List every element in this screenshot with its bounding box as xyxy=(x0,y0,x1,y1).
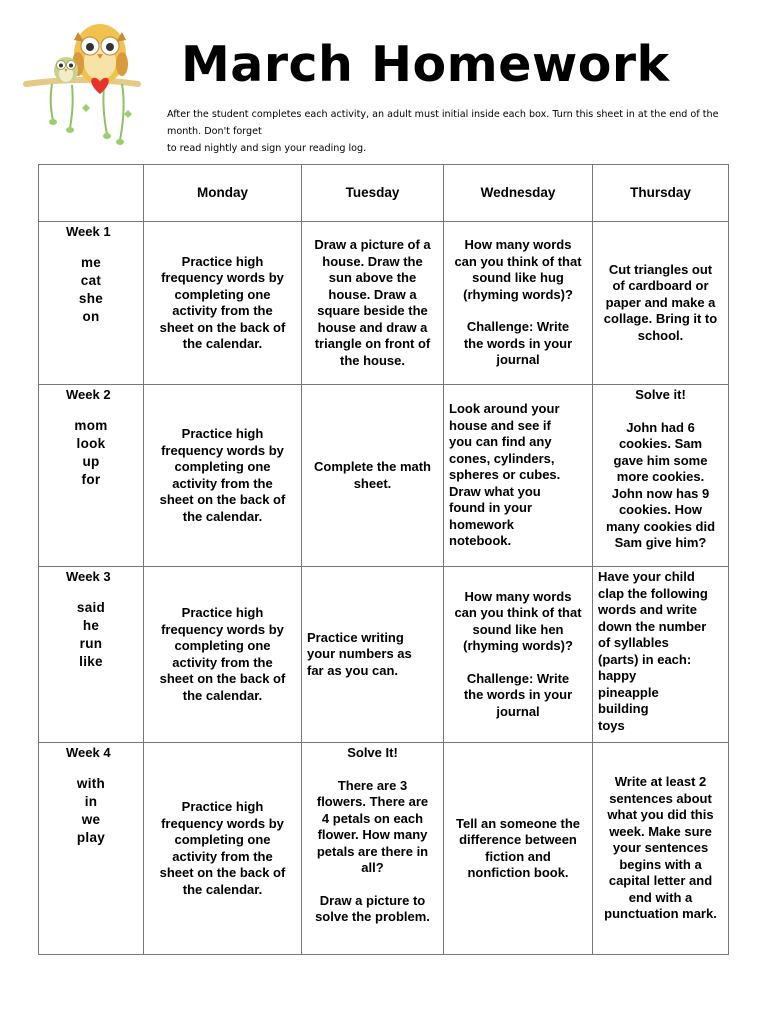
activity-line: happy xyxy=(598,668,637,683)
line-spacer xyxy=(307,762,438,778)
activity-line: completing one xyxy=(174,286,271,302)
activity-line: words and write xyxy=(598,602,697,617)
activity-line: the calendar. xyxy=(182,508,263,524)
page-title: March Homework xyxy=(181,36,670,93)
activity-line: Practice writing xyxy=(307,629,404,645)
sight-word: said xyxy=(76,599,106,615)
activity-line: sentences about xyxy=(609,790,712,806)
owl-family-icon xyxy=(22,18,142,148)
activity-line: There are 3 xyxy=(337,777,408,793)
activity-line: frequency words by xyxy=(161,621,284,637)
week-label: Week 4 xyxy=(66,745,111,760)
week-label: Week 2 xyxy=(66,387,111,402)
week-row xyxy=(39,222,729,385)
monday-activity xyxy=(144,385,302,567)
homework-calendar xyxy=(38,164,729,955)
wednesday-activity xyxy=(444,385,593,567)
activity-line: sun above the xyxy=(328,270,417,285)
activity-line: journal xyxy=(496,352,540,368)
activity-line: of syllables xyxy=(598,635,669,650)
thursday-activity xyxy=(593,222,729,385)
activity-line: down the number xyxy=(598,618,707,634)
activity-line: house. Draw a xyxy=(328,286,417,302)
activity-line: difference between xyxy=(459,832,577,847)
activity-line: far as you can. xyxy=(307,662,399,678)
activity-line: sheet. xyxy=(353,475,392,491)
activity-line: Solve It! xyxy=(347,745,398,760)
activity-line: 4 petals on each xyxy=(321,810,424,826)
activity-line: cookies. Sam xyxy=(618,436,703,451)
activity-line: school. xyxy=(637,327,684,343)
activity-line: square beside the xyxy=(317,303,428,318)
week-cell xyxy=(39,567,144,743)
instructions-line: to read nightly and sign your reading log. xyxy=(167,143,367,154)
line-spacer xyxy=(449,655,587,671)
activity-line: clap the following xyxy=(598,585,708,601)
activity-line: Write at least 2 xyxy=(614,774,707,790)
week-cell xyxy=(39,385,144,567)
activity-line: activity from the xyxy=(172,848,273,864)
monday-activity xyxy=(144,222,302,385)
activity-line: activity from the xyxy=(172,654,273,670)
activity-line: cookies. How xyxy=(618,502,703,517)
sight-word: for xyxy=(81,471,101,487)
activity-line: sound like hug xyxy=(472,270,564,286)
activity-line: the words in your xyxy=(463,687,573,703)
thursday-activity xyxy=(593,743,729,955)
activity-line: many cookies did xyxy=(605,518,716,534)
activity-line: building xyxy=(598,701,649,716)
activity-line: (rhyming words)? xyxy=(463,638,573,654)
activity-line: spheres or cubes. xyxy=(449,467,561,483)
activity-line: Look around your xyxy=(449,401,560,417)
activity-line: activity from the xyxy=(172,475,273,491)
activity-line: end with a xyxy=(628,889,693,905)
activity-line: sheet on the back of xyxy=(159,865,286,880)
activity-line: the house. xyxy=(339,352,405,368)
sight-word: play xyxy=(76,829,106,845)
sight-word: mom xyxy=(74,417,108,433)
activity-line: flower. How many xyxy=(317,827,428,842)
tuesday-activity xyxy=(302,222,444,385)
activity-line: Draw a picture to xyxy=(319,892,426,908)
activity-line: completing one xyxy=(174,459,271,474)
sight-word: cat xyxy=(80,272,102,288)
activity-line: you can find any xyxy=(449,434,552,450)
activity-line: house and see if xyxy=(449,417,551,433)
activity-line: the calendar. xyxy=(182,336,263,351)
activity-line: (parts) in each: xyxy=(598,651,692,667)
activity-line: Solve it! xyxy=(635,387,686,402)
activity-line: triangle on front of xyxy=(314,336,431,351)
activity-line: can you think of that xyxy=(454,605,582,621)
activity-line: your numbers as xyxy=(307,646,412,662)
activity-line: sound like hen xyxy=(472,621,564,637)
activity-line: John now has 9 xyxy=(611,485,710,501)
instructions xyxy=(167,106,737,157)
activity-line: house and draw a xyxy=(317,319,428,335)
activity-line: flowers. There are xyxy=(316,794,429,809)
activity-line: notebook. xyxy=(449,533,512,549)
activity-line: nonfiction book. xyxy=(467,865,569,880)
sight-word: on xyxy=(82,308,100,324)
line-spacer xyxy=(598,404,723,420)
corner-cell xyxy=(39,165,144,222)
activity-line: Practice high xyxy=(181,799,264,814)
activity-line: Practice high xyxy=(181,426,264,441)
activity-line: cones, cylinders, xyxy=(449,450,555,466)
activity-line: what you did this xyxy=(607,807,714,823)
wednesday-activity xyxy=(444,567,593,743)
activity-line: week. Make sure xyxy=(609,823,712,839)
activity-line: Complete the math xyxy=(313,459,431,474)
sight-word: we xyxy=(81,811,101,827)
activity-line: can you think of that xyxy=(454,253,582,269)
line-spacer xyxy=(449,303,587,319)
activity-line: (rhyming words)? xyxy=(463,286,573,302)
column-header-monday: Monday xyxy=(144,165,302,222)
activity-line: Draw a picture of a xyxy=(314,237,431,252)
sight-word: me xyxy=(80,254,102,270)
activity-line: begins with a xyxy=(619,856,702,872)
week-row xyxy=(39,385,729,567)
sight-word: look xyxy=(76,435,106,451)
column-header-tuesday: Tuesday xyxy=(302,165,444,222)
activity-line: all? xyxy=(361,860,384,875)
activity-line: house. Draw the xyxy=(322,253,423,269)
activity-line: solve the problem. xyxy=(315,909,430,924)
column-header-thursday: Thursday xyxy=(593,165,729,222)
activity-line: How many words xyxy=(464,237,572,253)
week-row xyxy=(39,743,729,955)
activity-line: Practice high xyxy=(181,253,264,269)
sight-word: like xyxy=(79,653,103,669)
sight-word: in xyxy=(84,793,98,809)
activity-line: How many words xyxy=(464,588,572,604)
monday-activity xyxy=(144,567,302,743)
tuesday-activity xyxy=(302,743,444,955)
instructions-line: After the student completes each activity, an adult must initial inside each box. Turn this sheet in at the end of the month. Don't forget xyxy=(167,109,719,137)
sight-word: run xyxy=(79,635,103,651)
wednesday-activity xyxy=(444,743,593,955)
sight-word: up xyxy=(82,453,100,469)
thursday-activity xyxy=(593,385,729,567)
activity-line: pineapple xyxy=(598,684,659,700)
activity-line: petals are there in xyxy=(316,843,429,859)
activity-line: completing one xyxy=(174,832,271,847)
activity-line: sheet on the back of xyxy=(159,671,286,686)
activity-line: your sentences xyxy=(612,840,709,856)
activity-line: Draw what you xyxy=(449,483,541,499)
activity-line: Cut triangles out xyxy=(608,261,713,277)
activity-line: the calendar. xyxy=(182,687,263,703)
activity-line: Challenge: Write xyxy=(466,319,570,335)
sight-word: with xyxy=(76,775,106,791)
activity-line: found in your xyxy=(449,500,533,516)
activity-line: completing one xyxy=(174,638,271,653)
activity-line: the calendar. xyxy=(182,881,263,897)
activity-line: Practice high xyxy=(181,605,264,620)
activity-line: of cardboard or xyxy=(612,278,709,294)
activity-line: paper and make a xyxy=(605,294,716,310)
activity-line: journal xyxy=(496,703,540,719)
activity-line: Have your child xyxy=(598,569,695,584)
tuesday-activity xyxy=(302,567,444,743)
week-row xyxy=(39,567,729,743)
sight-word: she xyxy=(78,290,104,306)
activity-line: John had 6 xyxy=(626,419,695,435)
activity-line: more cookies. xyxy=(616,469,705,484)
activity-line: frequency words by xyxy=(161,270,284,285)
activity-line: gave him some xyxy=(613,452,708,468)
week-cell xyxy=(39,222,144,385)
activity-line: sheet on the back of xyxy=(159,492,286,507)
line-spacer xyxy=(307,877,438,893)
activity-line: toys xyxy=(598,717,625,733)
activity-line: capital letter and xyxy=(608,873,713,889)
activity-line: fiction and xyxy=(485,848,551,864)
activity-line: homework xyxy=(449,516,515,532)
week-label: Week 1 xyxy=(66,224,111,239)
activity-line: sheet on the back of xyxy=(159,319,286,335)
monday-activity xyxy=(144,743,302,955)
week-cell xyxy=(39,743,144,955)
activity-line: activity from the xyxy=(172,303,273,318)
activity-line: frequency words by xyxy=(161,815,284,831)
header-row xyxy=(39,165,729,222)
activity-line: collage. Bring it to xyxy=(603,311,718,327)
activity-line: punctuation mark. xyxy=(604,906,717,922)
column-header-wednesday: Wednesday xyxy=(444,165,593,222)
activity-line: Sam give him? xyxy=(614,535,707,550)
sight-word: he xyxy=(82,617,100,633)
week-label: Week 3 xyxy=(66,569,111,584)
activity-line: Tell an someone the xyxy=(455,815,580,831)
activity-line: Challenge: Write xyxy=(466,670,570,686)
thursday-activity xyxy=(593,567,729,743)
wednesday-activity xyxy=(444,222,593,385)
activity-line: frequency words by xyxy=(161,442,284,458)
activity-line: the words in your xyxy=(463,335,573,351)
tuesday-activity xyxy=(302,385,444,567)
